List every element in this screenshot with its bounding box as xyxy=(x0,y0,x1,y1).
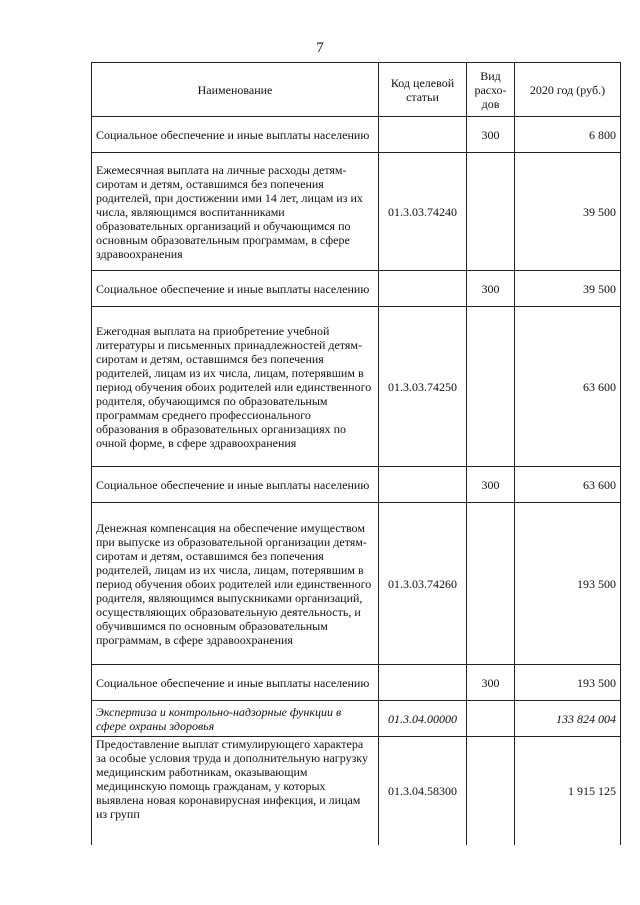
row-expense-type xyxy=(467,503,515,665)
row-code: 01.3.03.74250 xyxy=(379,307,467,467)
row-amount: 39 500 xyxy=(515,271,621,307)
row-expense-type: 300 xyxy=(467,467,515,503)
header-expense-type: Вид расхо-дов xyxy=(467,63,515,117)
row-expense-type: 300 xyxy=(467,665,515,701)
row-expense-type: 300 xyxy=(467,117,515,153)
row-name: Ежемесячная выплата на личные расходы детям-сиротам и детям, оставшимся без попечения родителей, при достижении ими 14 лет, лицам из их числа, являющимся воспитанниками образовательных организаций и обучающимся по основным образовательным программам, в сфере здравоохранения xyxy=(92,153,379,271)
row-name: Социальное обеспечение и иные выплаты населению xyxy=(92,117,379,153)
row-name: Предоставление выплат стимулирующего характера за особые условия труда и дополнительную нагрузку медицинским работникам, оказывающим медицинскую помощь гражданам, у которых выявлена новая коронавирусная инфекция, и лицам из групп xyxy=(92,737,379,845)
row-name: Денежная компенсация на обеспечение имуществом при выпуске из образовательной организации детям-сиротам и детям, оставшимся без попечения родителей, лицам из их числа, лицам, потерявшим в период обучения обоих родителей или единственного родителя, являющимся выпускниками организаций, осуществляющих образовательную деятельность, и обучившимся по основным образовательным программам, в сфере здравоохранения xyxy=(92,503,379,665)
table-row xyxy=(92,665,621,701)
page-number: 7 xyxy=(316,40,324,56)
row-code xyxy=(379,467,467,503)
table-row xyxy=(92,701,621,737)
row-code: 01.3.03.74240 xyxy=(379,153,467,271)
row-name: Ежегодная выплата на приобретение учебной литературы и письменных принадлежностей детям-сиротам и детям, оставшимся без попечения родителей, лицам из их числа, лицам, потерявшим в период обучения обоих родителей или единственного родителя, обучающимся по образовательным программам среднего профессионального образования в образовательных организациях по очной форме, в сфере здравоохранения xyxy=(92,307,379,467)
row-expense-type: 300 xyxy=(467,271,515,307)
row-code xyxy=(379,117,467,153)
row-amount: 1 915 125 xyxy=(515,737,621,845)
row-amount: 193 500 xyxy=(515,503,621,665)
row-name: Социальное обеспечение и иные выплаты населению xyxy=(92,665,379,701)
row-amount: 39 500 xyxy=(515,153,621,271)
header-amount-2020: 2020 год (руб.) xyxy=(515,63,621,117)
table-row xyxy=(92,153,621,271)
row-code: 01.3.04.58300 xyxy=(379,737,467,845)
row-amount: 63 600 xyxy=(515,467,621,503)
row-name: Социальное обеспечение и иные выплаты населению xyxy=(92,271,379,307)
row-code xyxy=(379,665,467,701)
header-code: Код целевой статьи xyxy=(379,63,467,117)
table-row xyxy=(92,307,621,467)
row-expense-type xyxy=(467,701,515,737)
budget-table xyxy=(91,62,621,845)
table-row xyxy=(92,737,621,845)
row-code: 01.3.03.74260 xyxy=(379,503,467,665)
row-code: 01.3.04.00000 xyxy=(379,701,467,737)
row-expense-type xyxy=(467,737,515,845)
row-code xyxy=(379,271,467,307)
row-name: Экспертиза и контрольно-надзорные функции в сфере охраны здоровья xyxy=(92,701,379,737)
row-amount: 133 824 004 xyxy=(515,701,621,737)
row-amount: 6 800 xyxy=(515,117,621,153)
table-row xyxy=(92,117,621,153)
row-expense-type xyxy=(467,307,515,467)
header-name: Наименование xyxy=(92,63,379,117)
table-row xyxy=(92,271,621,307)
table-row xyxy=(92,467,621,503)
row-name: Социальное обеспечение и иные выплаты населению xyxy=(92,467,379,503)
row-amount: 63 600 xyxy=(515,307,621,467)
row-amount: 193 500 xyxy=(515,665,621,701)
row-expense-type xyxy=(467,153,515,271)
table-row xyxy=(92,503,621,665)
